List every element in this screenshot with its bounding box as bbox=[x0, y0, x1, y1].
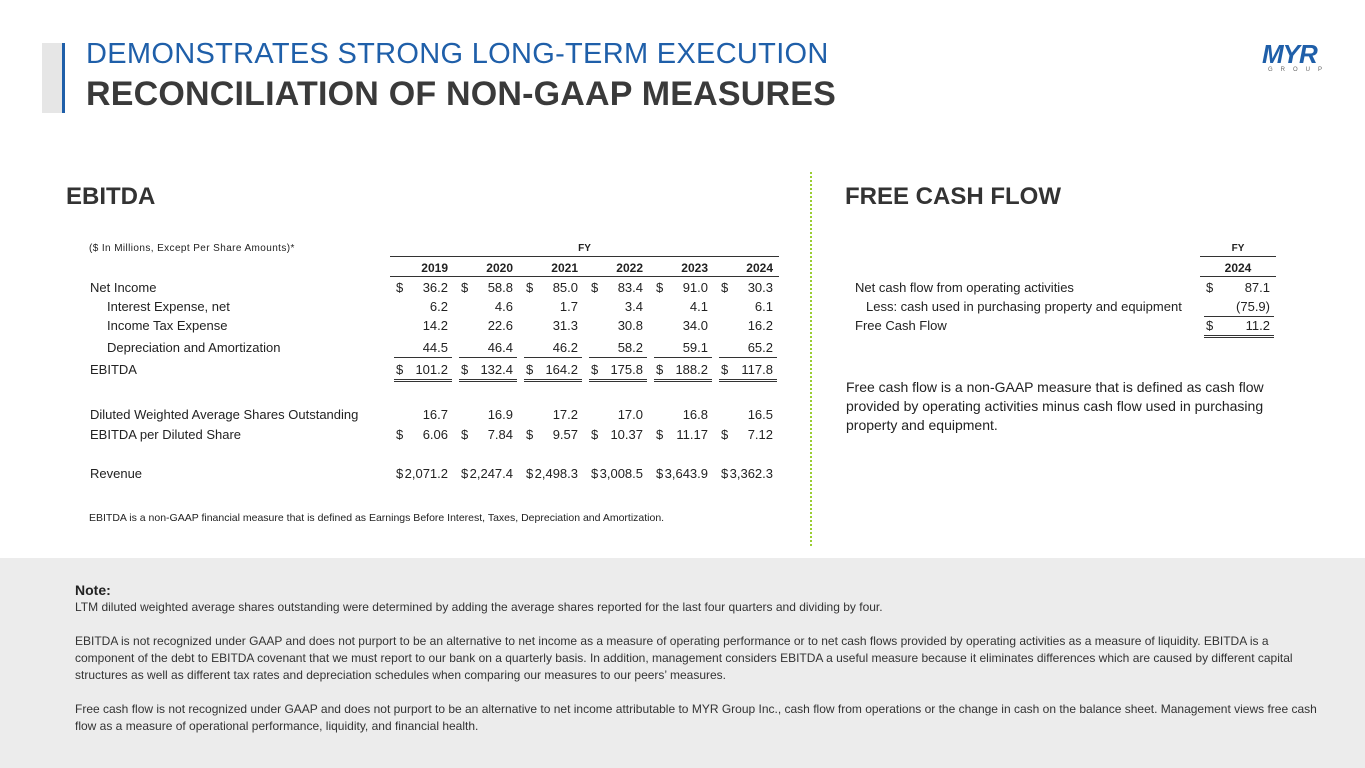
ebitda-value: 34.0 bbox=[682, 318, 708, 333]
ebitda-value: 7.12 bbox=[747, 427, 773, 442]
dollar-sign: $ bbox=[461, 466, 469, 481]
ebitda-value: 3,008.5 bbox=[599, 466, 643, 481]
ebitda-value: 6.06 bbox=[422, 427, 448, 442]
ebitda-row-label: Depreciation and Amortization bbox=[107, 340, 281, 355]
dollar-sign: $ bbox=[526, 280, 534, 295]
fcf-row-label: Less: cash used in purchasing property and equipment bbox=[866, 299, 1182, 314]
single-underline bbox=[524, 357, 582, 358]
ebitda-row-label: Revenue bbox=[90, 466, 143, 481]
ebitda-value: 3.4 bbox=[624, 299, 643, 314]
ebitda-value: 16.5 bbox=[747, 407, 773, 422]
note-paragraph-3: Free cash flow is not recognized under GAAP and does not purport to be an alternative to net income attributable to MYR Group Inc., cash flow from operations or the change in cash on the balance sheet. Management views free cash flow as a measure of operational performance, liquidity, and financial health. bbox=[75, 702, 1317, 733]
ebitda-year-header: 2019 bbox=[421, 261, 448, 275]
double-underline bbox=[524, 379, 582, 382]
ebitda-value: 2,071.2 bbox=[404, 466, 448, 481]
ebitda-value: 16.9 bbox=[487, 407, 513, 422]
page-title: RECONCILIATION OF NON-GAAP MEASURES bbox=[86, 75, 836, 113]
dollar-sign: $ bbox=[526, 466, 534, 481]
note-title: Note: bbox=[75, 582, 111, 598]
dollar-sign: $ bbox=[656, 362, 664, 377]
dollar-sign: $ bbox=[461, 427, 469, 442]
logo-subtext: GROUP bbox=[1268, 67, 1331, 73]
ebitda-value: 83.4 bbox=[617, 280, 643, 295]
ebitda-value: 17.0 bbox=[617, 407, 643, 422]
ebitda-value: 16.2 bbox=[747, 318, 773, 333]
ebitda-row-label: Diluted Weighted Average Shares Outstanding bbox=[90, 407, 359, 422]
note-paragraph-1: LTM diluted weighted average shares outstanding were determined by adding the average shares reported for the last four quarters and dividing by four. bbox=[75, 600, 883, 614]
ebitda-value: 10.37 bbox=[610, 427, 643, 442]
fcf-row-label: Net cash flow from operating activities bbox=[855, 280, 1074, 295]
ebitda-row-label: Net Income bbox=[90, 280, 157, 295]
ebitda-value: 59.1 bbox=[682, 340, 708, 355]
ebitda-value: 3,643.9 bbox=[664, 466, 708, 481]
ebitda-fy-rule bbox=[390, 256, 779, 257]
dollar-sign: $ bbox=[396, 280, 404, 295]
fcf-description: Free cash flow is a non-GAAP measure that is defined as cash flow provided by operating activities minus cash flow used in purchasing property and equipment. bbox=[846, 379, 1264, 433]
ebitda-row-label: EBITDA per Diluted Share bbox=[90, 427, 242, 442]
section-divider bbox=[810, 172, 812, 546]
ebitda-value: 30.8 bbox=[617, 318, 643, 333]
ebitda-value: 3,362.3 bbox=[729, 466, 773, 481]
ebitda-value: 36.2 bbox=[422, 280, 448, 295]
ebitda-value: 16.7 bbox=[422, 407, 448, 422]
ebitda-value: 58.2 bbox=[617, 340, 643, 355]
ebitda-value: 46.4 bbox=[487, 340, 513, 355]
dollar-sign: $ bbox=[1206, 280, 1214, 295]
fcf-value: (75.9) bbox=[1236, 299, 1270, 314]
fcf-section-title: FREE CASH FLOW bbox=[845, 183, 1061, 210]
ebitda-value: 91.0 bbox=[682, 280, 708, 295]
ebitda-value: 14.2 bbox=[422, 318, 448, 333]
myr-group-logo bbox=[1262, 39, 1331, 74]
page-subtitle: DEMONSTRATES STRONG LONG-TERM EXECUTION bbox=[86, 38, 829, 70]
ebitda-row-label: Income Tax Expense bbox=[107, 318, 228, 333]
ebitda-year-header: 2023 bbox=[681, 261, 708, 275]
ebitda-year-header: 2024 bbox=[746, 261, 773, 275]
double-underline bbox=[654, 379, 712, 382]
ebitda-row-label: Interest Expense, net bbox=[107, 299, 230, 314]
dollar-sign: $ bbox=[721, 466, 729, 481]
ebitda-value: 85.0 bbox=[552, 280, 578, 295]
ebitda-value: 1.7 bbox=[559, 299, 578, 314]
fcf-value: 11.2 bbox=[1245, 318, 1270, 333]
ebitda-value: 31.3 bbox=[552, 318, 578, 333]
ebitda-unit-label: ($ In Millions, Except Per Share Amounts)* bbox=[89, 243, 295, 254]
dollar-sign: $ bbox=[396, 466, 404, 481]
single-underline bbox=[459, 357, 517, 358]
dollar-sign: $ bbox=[656, 466, 664, 481]
single-underline bbox=[654, 357, 712, 358]
ebitda-value: 4.1 bbox=[689, 299, 708, 314]
dollar-sign: $ bbox=[396, 362, 404, 377]
ebitda-value: 2,498.3 bbox=[534, 466, 578, 481]
double-underline bbox=[719, 379, 777, 382]
dollar-sign: $ bbox=[526, 362, 534, 377]
dollar-sign: $ bbox=[721, 280, 729, 295]
logo-text: MYR bbox=[1262, 39, 1317, 69]
ebitda-value: 58.8 bbox=[487, 280, 513, 295]
ebitda-value: 132.4 bbox=[480, 362, 513, 377]
ebitda-value: 30.3 bbox=[747, 280, 773, 295]
header-accent-bar bbox=[42, 43, 62, 113]
ebitda-value: 6.2 bbox=[429, 299, 448, 314]
ebitda-year-header: 2022 bbox=[616, 261, 643, 275]
single-underline bbox=[719, 357, 777, 358]
ebitda-value: 44.5 bbox=[422, 340, 448, 355]
ebitda-year-header: 2021 bbox=[551, 261, 578, 275]
ebitda-value: 101.2 bbox=[415, 362, 448, 377]
ebitda-row-label: EBITDA bbox=[90, 362, 137, 377]
dollar-sign: $ bbox=[591, 466, 599, 481]
fcf-fy-rule bbox=[1200, 256, 1276, 257]
ebitda-value: 7.84 bbox=[487, 427, 513, 442]
dollar-sign: $ bbox=[721, 362, 729, 377]
ebitda-value: 16.8 bbox=[682, 407, 708, 422]
ebitda-fy-label: FY bbox=[578, 243, 591, 254]
fcf-fy-label: FY bbox=[1231, 243, 1245, 254]
ebitda-value: 117.8 bbox=[741, 362, 773, 377]
ebitda-value: 11.17 bbox=[676, 427, 708, 442]
dollar-sign: $ bbox=[721, 427, 729, 442]
dollar-sign: $ bbox=[396, 427, 404, 442]
dollar-sign: $ bbox=[591, 427, 599, 442]
double-underline bbox=[1204, 335, 1274, 338]
ebitda-value: 6.1 bbox=[754, 299, 773, 314]
ebitda-value: 9.57 bbox=[552, 427, 578, 442]
ebitda-value: 188.2 bbox=[675, 362, 708, 377]
dollar-sign: $ bbox=[656, 427, 664, 442]
note-paragraph-2: EBITDA is not recognized under GAAP and does not purport to be an alternative to net income as a measure of operating performance or to net cash flows provided by operating activities as a measure of liquidity. EBITDA is a component of the debt to EBITDA covenant that we must report to our bank on a quarterly basis. In addition, management considers EBITDA a useful measure because it eliminates differences which are caused by different capital structures as well as different tax rates and depreciation schedules when comparing our measures to our peers’ measures. bbox=[75, 634, 1293, 682]
ebitda-value: 4.6 bbox=[494, 299, 513, 314]
double-underline bbox=[459, 379, 517, 382]
double-underline bbox=[589, 379, 647, 382]
ebitda-section-title: EBITDA bbox=[66, 183, 156, 210]
fcf-year-rule bbox=[1200, 276, 1276, 277]
dollar-sign: $ bbox=[591, 280, 599, 295]
single-underline bbox=[589, 357, 647, 358]
ebitda-year-rule bbox=[390, 276, 779, 277]
header-accent-line bbox=[62, 43, 65, 113]
ebitda-footnote: EBITDA is a non-GAAP financial measure that is defined as Earnings Before Interest, Taxes, Depreciation and Amortization. bbox=[89, 512, 665, 524]
ebitda-value: 17.2 bbox=[552, 407, 578, 422]
ebitda-value: 22.6 bbox=[487, 318, 513, 333]
dollar-sign: $ bbox=[526, 427, 534, 442]
fcf-year: 2024 bbox=[1224, 261, 1252, 275]
double-underline bbox=[394, 379, 452, 382]
ebitda-value: 46.2 bbox=[552, 340, 578, 355]
ebitda-value: 2,247.4 bbox=[469, 466, 513, 481]
dollar-sign: $ bbox=[591, 362, 599, 377]
dollar-sign: $ bbox=[461, 280, 469, 295]
fcf-value: 87.1 bbox=[1244, 280, 1270, 295]
single-underline bbox=[394, 357, 452, 358]
ebitda-value: 65.2 bbox=[747, 340, 773, 355]
ebitda-value: 175.8 bbox=[610, 362, 643, 377]
dollar-sign: $ bbox=[656, 280, 664, 295]
ebitda-year-header: 2020 bbox=[486, 261, 513, 275]
fcf-row-label: Free Cash Flow bbox=[855, 318, 947, 333]
single-underline bbox=[1204, 316, 1274, 317]
dollar-sign: $ bbox=[461, 362, 469, 377]
dollar-sign: $ bbox=[1206, 318, 1214, 333]
ebitda-value: 164.2 bbox=[545, 362, 578, 377]
